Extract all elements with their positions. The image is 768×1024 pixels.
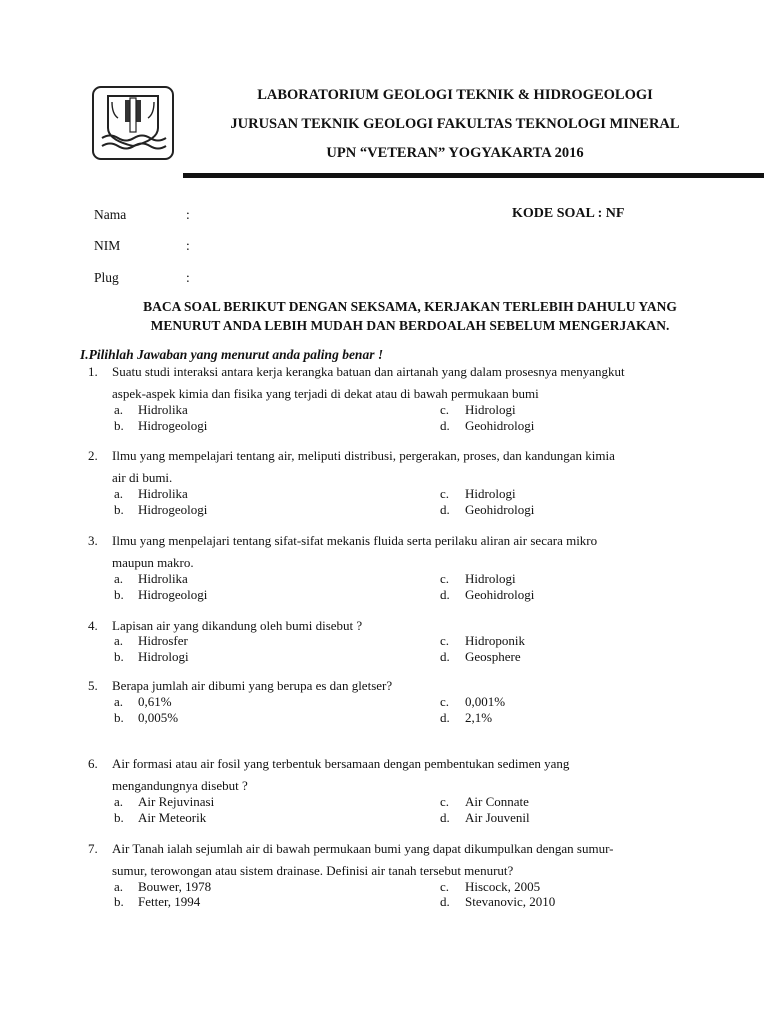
question-text-1: Suatu studi interaksi antara kerja kerangka batuan dan airtanah yang dalam prosesnya menyangkut xyxy=(112,364,625,379)
option-letter-2d: d. xyxy=(440,502,450,517)
option-letter-6c: c. xyxy=(440,794,450,809)
header-divider xyxy=(183,173,764,178)
option-text-3a: Hidrolika xyxy=(138,571,188,586)
option-text-5c: 0,001% xyxy=(465,694,506,709)
question-number-7: 7. xyxy=(88,841,98,856)
question-text-2: Ilmu yang mempelajari tentang air, meliputi distribusi, pergerakan, proses, dan kandungan kimia xyxy=(112,448,615,463)
option-letter-5b: b. xyxy=(114,710,124,725)
header-department: JURUSAN TEKNIK GEOLOGI FAKULTAS TEKNOLOGI MINERAL xyxy=(230,116,680,132)
option-letter-1c: c. xyxy=(440,402,450,417)
option-letter-7c: c. xyxy=(440,879,450,894)
option-letter-2a: a. xyxy=(114,486,124,501)
header-lab-name: LABORATORIUM GEOLOGI TEKNIK & HIDROGEOLOGI xyxy=(257,87,653,103)
instructions-line-1: BACA SOAL BERIKUT DENGAN SEKSAMA, KERJAKAN TERLEBIH DAHULU YANG xyxy=(143,299,677,314)
option-letter-7a: a. xyxy=(114,879,124,894)
option-letter-6d: d. xyxy=(440,810,450,825)
option-letter-1a: a. xyxy=(114,402,124,417)
question-text-6: Air formasi atau air fosil yang terbentuk bersamaan dengan pembentukan sedimen yang xyxy=(112,756,570,771)
option-letter-7b: b. xyxy=(114,894,124,909)
option-text-6a: Air Rejuvinasi xyxy=(138,794,215,809)
option-text-4d: Geosphere xyxy=(465,649,521,664)
option-text-5d: 2,1% xyxy=(465,710,493,725)
university-logo xyxy=(92,86,174,160)
option-text-3c: Hidrologi xyxy=(465,571,516,586)
option-text-3b: Hidrogeologi xyxy=(138,587,208,602)
section-title: I.Pilihlah Jawaban yang menurut anda paling benar ! xyxy=(80,347,384,362)
question-text-7-cont: sumur, terowongan atau sistem drainase. Definisi air tanah tersebut menurut? xyxy=(112,863,514,878)
field-label-nim: NIM xyxy=(94,238,121,253)
option-text-2a: Hidrolika xyxy=(138,486,188,501)
field-colon-plug: : xyxy=(186,270,190,285)
option-text-6b: Air Meteorik xyxy=(138,810,207,825)
option-text-1c: Hidrologi xyxy=(465,402,516,417)
question-number-4: 4. xyxy=(88,618,98,633)
instructions-line-2: MENURUT ANDA LEBIH MUDAH DAN BERDOALAH SEBELUM MENGERJAKAN. xyxy=(150,318,670,333)
option-text-7a: Bouwer, 1978 xyxy=(138,879,212,894)
option-letter-5c: c. xyxy=(440,694,450,709)
field-label-plug: Plug xyxy=(94,270,119,285)
option-text-2b: Hidrogeologi xyxy=(138,502,208,517)
option-text-4a: Hidrosfer xyxy=(138,633,188,648)
question-text-5: Berapa jumlah air dibumi yang berupa es dan gletser? xyxy=(112,678,393,693)
option-letter-5a: a. xyxy=(114,694,124,709)
question-text-6-cont: mengandungnya disebut ? xyxy=(112,778,248,793)
option-text-7c: Hiscock, 2005 xyxy=(465,879,541,894)
option-text-2d: Geohidrologi xyxy=(465,502,535,517)
option-text-5b: 0,005% xyxy=(138,710,179,725)
option-text-6d: Air Jouvenil xyxy=(465,810,530,825)
exam-code: KODE SOAL : NF xyxy=(512,206,625,221)
option-letter-4b: b. xyxy=(114,649,124,664)
option-letter-7d: d. xyxy=(440,894,450,909)
option-text-1b: Hidrogeologi xyxy=(138,418,208,433)
question-number-6: 6. xyxy=(88,756,98,771)
question-text-3: Ilmu yang menpelajari tentang sifat-sifat mekanis fluida serta perilaku aliran air secara mikro xyxy=(112,533,598,548)
option-letter-3a: a. xyxy=(114,571,124,586)
field-label-nama: Nama xyxy=(94,207,127,222)
option-letter-4a: a. xyxy=(114,633,124,648)
question-text-4: Lapisan air yang dikandung oleh bumi disebut ? xyxy=(112,618,363,633)
option-text-3d: Geohidrologi xyxy=(465,587,535,602)
option-text-1a: Hidrolika xyxy=(138,402,188,417)
question-number-5: 5. xyxy=(88,678,98,693)
option-letter-3b: b. xyxy=(114,587,124,602)
question-text-7: Air Tanah ialah sejumlah air di bawah permukaan bumi yang dapat dikumpulkan dengan sumur- xyxy=(112,841,614,856)
question-text-3-cont: maupun makro. xyxy=(112,555,194,570)
option-text-5a: 0,61% xyxy=(138,694,172,709)
header-university: UPN “VETERAN” YOGYAKARTA 2016 xyxy=(326,145,584,161)
option-letter-4d: d. xyxy=(440,649,450,664)
option-text-4b: Hidrologi xyxy=(138,649,189,664)
question-text-2-cont: air di bumi. xyxy=(112,470,173,485)
option-text-2c: Hidrologi xyxy=(465,486,516,501)
question-number-3: 3. xyxy=(88,533,98,548)
option-letter-5d: d. xyxy=(440,710,450,725)
logo-emblem-icon xyxy=(94,88,172,158)
field-colon-nim: : xyxy=(186,238,190,253)
option-letter-1b: b. xyxy=(114,418,124,433)
option-text-1d: Geohidrologi xyxy=(465,418,535,433)
option-letter-4c: c. xyxy=(440,633,450,648)
option-letter-2c: c. xyxy=(440,486,450,501)
option-text-7b: Fetter, 1994 xyxy=(138,894,201,909)
field-colon-nama: : xyxy=(186,207,190,222)
option-letter-2b: b. xyxy=(114,502,124,517)
option-letter-1d: d. xyxy=(440,418,450,433)
option-text-7d: Stevanovic, 2010 xyxy=(465,894,556,909)
option-letter-6a: a. xyxy=(114,794,124,809)
option-text-6c: Air Connate xyxy=(465,794,529,809)
option-letter-6b: b. xyxy=(114,810,124,825)
question-number-2: 2. xyxy=(88,448,98,463)
option-text-4c: Hidroponik xyxy=(465,633,525,648)
question-text-1-cont: aspek-aspek kimia dan fisika yang terjadi di dekat atau di bawah permukaan bumi xyxy=(112,386,539,401)
option-letter-3c: c. xyxy=(440,571,450,586)
option-letter-3d: d. xyxy=(440,587,450,602)
question-number-1: 1. xyxy=(88,364,98,379)
